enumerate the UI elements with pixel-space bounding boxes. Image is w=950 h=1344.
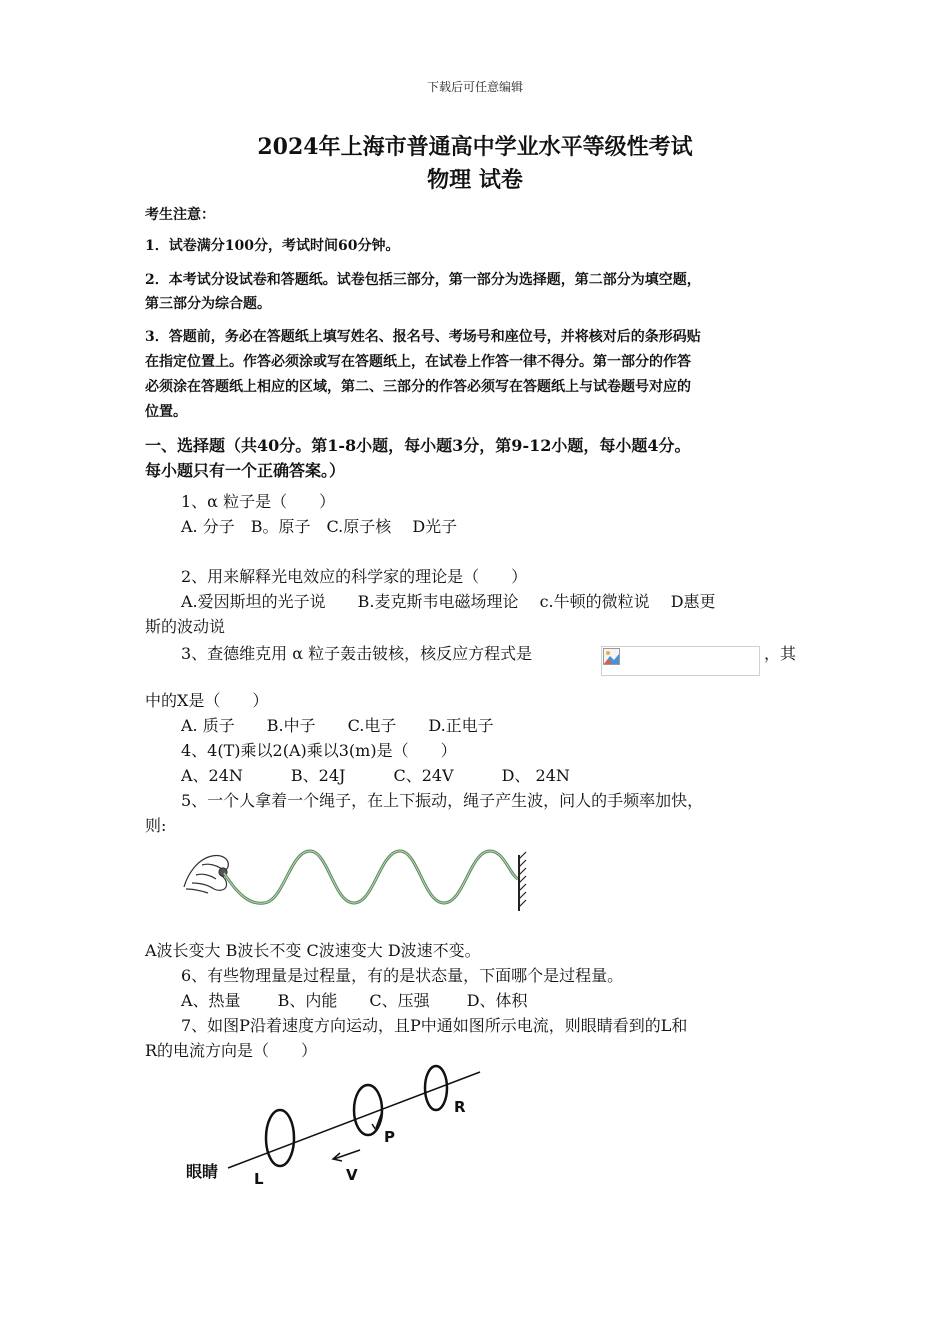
- q5-options: A波长变大 B波长不变 C波速变大 D波速不变。: [145, 941, 481, 960]
- q2-options-line2: 斯的波动说: [145, 617, 226, 636]
- wall: [519, 852, 526, 911]
- label-V: V: [346, 1166, 358, 1184]
- label-L: L: [254, 1170, 264, 1188]
- q3-options: A. 质子 B.中子 C.电子 D.正电子: [181, 716, 494, 735]
- ring-L: [266, 1110, 294, 1166]
- rope-wave-figure: [178, 845, 530, 915]
- q7-stem-line2: R的电流方向是（ ）: [145, 1041, 318, 1060]
- q3-stem-end: 中的X是（ ）: [145, 691, 269, 710]
- notice-item-2-line2: 第三部分为综合题。: [145, 296, 271, 312]
- notice-item-1: 1．试卷满分100分，考试时间60分钟。: [145, 238, 400, 254]
- equation-image-placeholder: [601, 646, 760, 676]
- section-heading-line1: 一、选择题（共40分。第1-8小题，每小题3分，第9-12小题，每小题4分。: [145, 436, 691, 455]
- q5-stem-line2: 则:: [145, 816, 167, 835]
- q5-stem-line1: 5、一个人拿着一个绳子，在上下振动，绳子产生波，问人的手频率加快，: [181, 791, 704, 810]
- q1-stem: 1、α 粒子是（ ）: [181, 492, 336, 511]
- hand-drawing: [184, 856, 228, 893]
- rope-wave: [224, 851, 518, 903]
- section-heading-line2: 每小题只有一个正确答案。）: [145, 461, 346, 480]
- eye-label: 眼睛: [186, 1162, 219, 1181]
- q2-options-line1: A.爱因斯坦的光子说 B.麦克斯韦电磁场理论 c.牛顿的微粒说 D惠更: [181, 592, 716, 611]
- q1-options: A. 分子 B。原子 C.原子核 D光子: [181, 517, 458, 536]
- label-P: P: [384, 1128, 395, 1146]
- exam-subtitle: 物理 试卷: [427, 167, 523, 193]
- notice-item-3-line1: 3．答题前，务必在答题纸上填写姓名、报名号、考场号和座位号，并将核对后的条形码贴: [145, 329, 701, 345]
- notice-item-3-line3: 必须涂在答题纸上相应的区域，第二、三部分的作答必须写在答题纸上与试卷题号对应的: [145, 379, 691, 395]
- broken-image-icon: [603, 648, 621, 666]
- q7-stem-line1: 7、如图P沿着速度方向运动，且P中通如图所示电流，则眼睛看到的L和: [181, 1016, 688, 1035]
- q4-options: A、24N B、24J C、24V D、 24N: [181, 766, 570, 785]
- page-header: 下载后可任意编辑: [426, 80, 523, 94]
- notice-item-2-line1: 2．本考试分设试卷和答题纸。试卷包括三部分，第一部分为选择题，第二部分为填空题，: [145, 272, 701, 288]
- notice-item-3-line4: 位置。: [145, 404, 187, 420]
- q6-stem: 6、有些物理量是过程量，有的是状态量，下面哪个是过程量。: [181, 966, 624, 985]
- exam-title: 2024年上海市普通高中学业水平等级性考试: [257, 134, 693, 160]
- label-R: R: [454, 1098, 466, 1116]
- q6-options: A、热量 B、内能 C、压强 D、体积: [181, 991, 528, 1010]
- notice-item-3-line2: 在指定位置上。作答必须涂或写在答题纸上，在试卷上作答一律不得分。第一部分的作答: [145, 354, 691, 370]
- q2-stem: 2、用来解释光电效应的科学家的理论是（ ）: [181, 567, 528, 586]
- notice-heading: 考生注意：: [145, 207, 215, 223]
- rings-figure: [180, 1060, 500, 1190]
- q4-stem: 4、4(T)乘以2(A)乘以3(m)是（ ）: [181, 741, 457, 760]
- q3-stem-cont: ，其: [764, 644, 797, 663]
- q3-stem: 3、查德维克用 α 粒子轰击铍核，核反应方程式是: [181, 644, 533, 663]
